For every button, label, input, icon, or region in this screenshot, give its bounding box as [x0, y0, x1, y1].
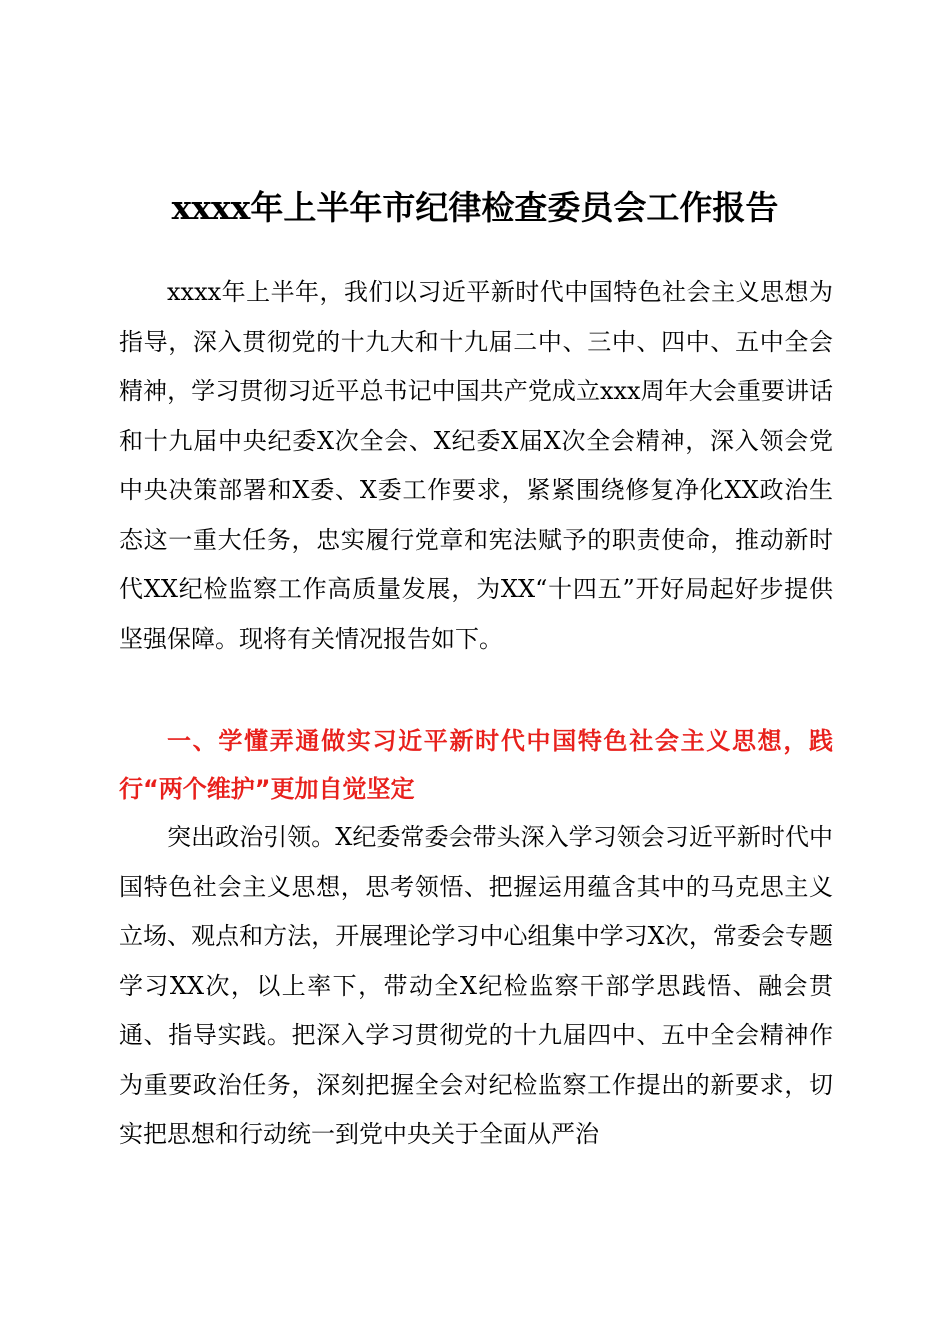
section-heading: 一、学懂弄通做实习近平新时代中国特色社会主义思想，践行“两个维护”更加自觉坚定	[119, 727, 833, 803]
body-paragraph: 突出政治引领。X纪委常委会带头深入学习领会习近平新时代中国特色社会主义思想，思考领悟、把握运用蕴含其中的马克思主义立场、观点和方法，开展理论学习中心组集中学习X次，常委会专题学习XX次，以上率下，带动全X纪检监察干部学思践悟、融会贯通、指导实践。把深入学习贯彻党的十九届四中、五中全会精神作为重要政治任务，深刻把握全会对纪检监察工作提出的新要求，切实把思想和行动统一到党中央关于全面从严治	[119, 823, 833, 1148]
intro-paragraph: xxxx年上半年，我们以习近平新时代中国特色社会主义思想为指导，深入贯彻党的十九大和十九届二中、三中、四中、五中全会精神，学习贯彻习近平总书记中国共产党成立xxx周年大会重要讲话和十九届中央纪委X次全会、X纪委X届X次全会精神，深入领会党中央决策部署和X委、X委工作要求，紧紧围绕修复净化XX政治生态这一重大任务，忠实履行党章和宪法赋予的职责使命，推动新时代XX纪检监察工作高质量发展，为XX“十四五”开好局起好步提供坚强保障。现将有关情况报告如下。	[119, 278, 833, 653]
document-title: xxxx年上半年市纪律检查委员会工作报告	[171, 188, 779, 227]
